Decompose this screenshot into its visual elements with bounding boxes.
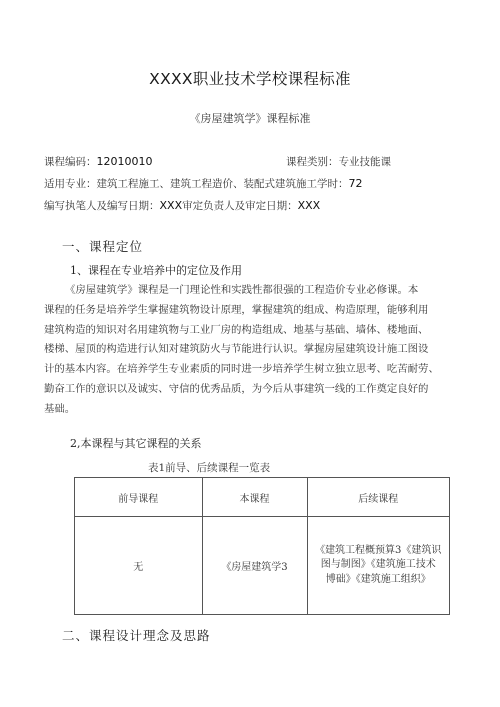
reviewer-value: XXX [297,199,321,212]
paragraph-line: 计的基本内容。在培养学生专业素质的同时进一步培养学生树立独立思考、吃苦耐劳、 [44,363,439,376]
paragraph-line: 勤奋工作的意识以及诚实、守信的优秀品质，为今后从事建筑一线的工作奠定良好的 [44,382,429,395]
cell-current-course: 《房屋建筑学3 [202,517,307,615]
paragraph-line: 建筑构造的知识对名用建筑物与工业厂房的构造组成、地基与基础、墙体、楼地面、 [44,323,429,336]
author-info [44,198,320,213]
column-header-after: 后续课程 [307,478,450,517]
paragraph-line: 课程的任务是培养学生掌握建筑物设计原理，掌握建筑的组成、构造原理，能够利用 [44,303,429,316]
table-row [75,517,450,615]
section-heading-2: 二、课程设计理念及思路 [62,628,211,643]
course-code-value: 12010010 [96,155,153,168]
applicable-major [44,176,363,191]
page-title: XXXX职业技术学校课程标准 [149,70,351,88]
cell-prev-course: 无 [75,517,203,615]
paragraph-line: 《房屋建筑学》课程是一门理论性和实践性都很强的工程造价专业必修课。本 [65,284,419,296]
course-hours-value: 72 [348,177,363,190]
table-caption: 表1前导、后续课程一览表 [148,462,271,474]
reviewer-label: 审定负责人及审定日期： [182,200,298,212]
positioning-paragraph [44,281,460,420]
cell-after-courses [307,517,450,615]
subsection-heading-1-2: 2,本课程与其它课程的关系 [70,437,202,450]
course-code-label: 课程编码： [44,156,97,168]
course-category: 课程类别：专业技能课 [286,156,391,168]
course-relation-table [74,477,450,615]
paragraph-line: 楼梯、屋顶的构造进行认知对建筑防火与节能进行认识。掌握房屋建筑设计施工图设 [44,343,429,356]
subsection-heading-1-1: 1、课程在专业培养中的定位及作用 [70,264,242,277]
section-heading-1: 一、课程定位 [62,239,144,254]
after-course-line: 《建筑工程概预算3《建筑识 [315,544,442,556]
applicable-major-text: 适用专业：建筑工程施工、建筑工程造价、装配式建筑施工学时： [44,178,349,190]
course-code [44,154,153,169]
paragraph-line: 基础。 [44,402,76,415]
table-header-row [75,478,450,517]
writer-value: XXX [159,199,183,212]
column-header-prev: 前导课程 [75,478,203,517]
course-subtitle: 《房屋建筑学》课程标准 [189,112,311,125]
column-header-current: 本课程 [202,478,307,517]
writer-label: 编写执笔人及编写日期： [44,200,160,212]
after-course-line: 图与制图》《建筑施工技术 [320,559,436,571]
after-course-line: 博础》《建筑施工组织》 [325,573,431,585]
